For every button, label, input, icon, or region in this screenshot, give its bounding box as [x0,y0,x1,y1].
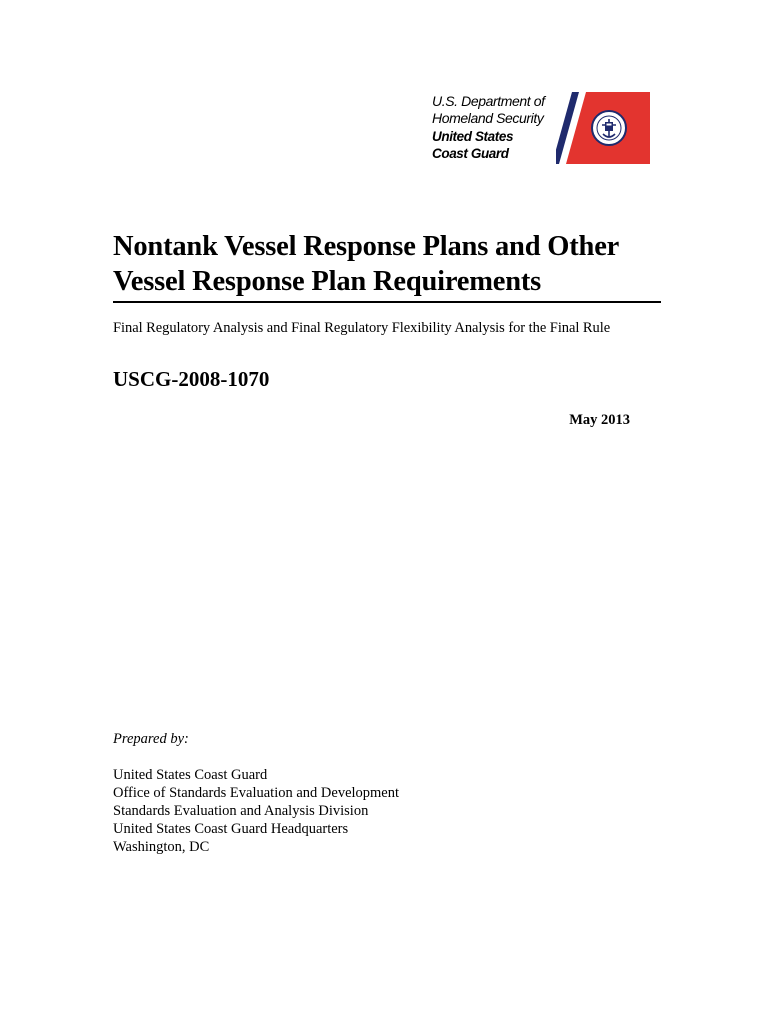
document-title-line-2: Vessel Response Plan Requirements [113,266,542,297]
logo-department-line-2: Homeland Security [432,110,544,126]
prepared-by-line: Office of Standards Evaluation and Development [113,785,400,801]
document-date: May 2013 [569,412,630,428]
docket-number: USCG-2008-1070 [113,367,270,391]
prepared-by-line: United States Coast Guard [113,767,268,783]
prepared-by-list [113,766,399,856]
document-subtitle: Final Regulatory Analysis and Final Regulatory Flexibility Analysis for the Final Rule [113,320,611,336]
coast-guard-seal-icon [592,111,626,145]
logo-wordmark [432,93,545,162]
prepared-by-line: Standards Evaluation and Analysis Division [113,803,369,819]
logo-department-line-1: U.S. Department of [432,93,545,109]
document-title-line-1: Nontank Vessel Response Plans and Other [113,231,620,262]
coast-guard-racing-stripe-icon [556,92,650,164]
document-title [113,229,661,303]
prepared-by-line: United States Coast Guard Headquarters [113,821,349,837]
logo-agency-line-1: United States [432,129,514,144]
dhs-uscg-logo [428,92,650,164]
prepared-by-label: Prepared by: [113,731,189,747]
prepared-by-line: Washington, DC [113,839,210,855]
logo-agency-line-2: Coast Guard [432,146,509,161]
